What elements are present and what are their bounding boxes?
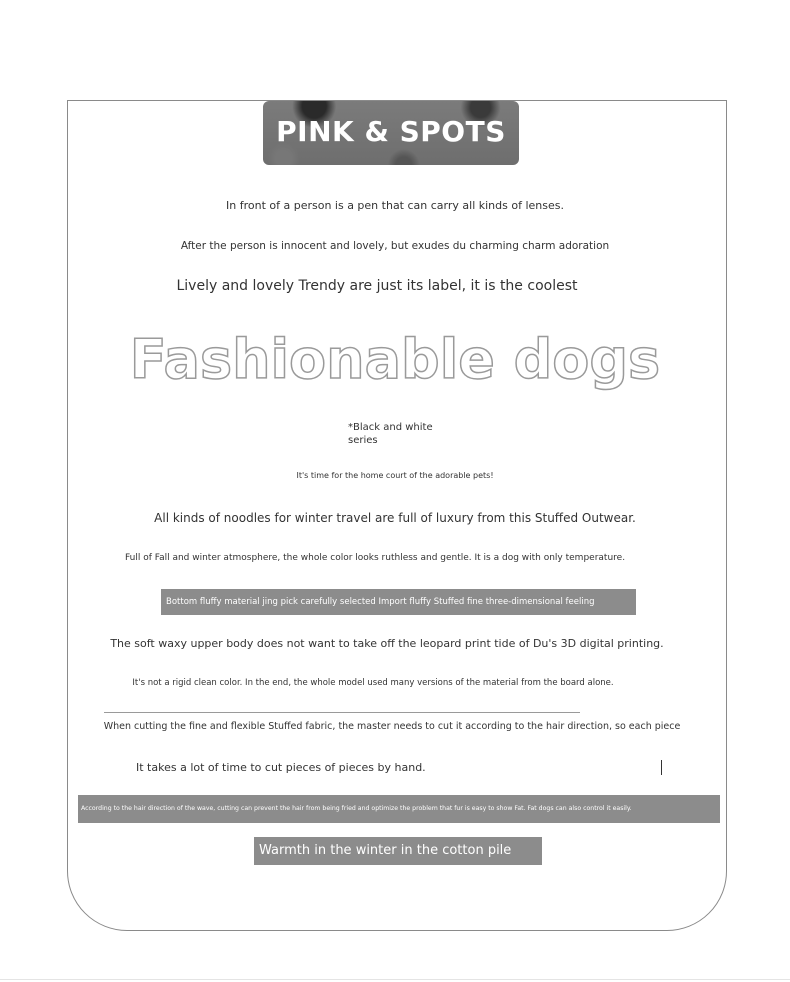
text-line-1: All kinds of noodles for winter travel are full of luxury from this Stuffed Outwear. [154, 511, 636, 525]
text-line-5: It's not a rigid clean color. In the end, the whole model used many versions of the material from the board alone. [132, 678, 614, 688]
page-bottom-line [0, 979, 790, 980]
banner-title: PINK & SPOTS [276, 115, 506, 148]
series-note: *Black and white series [348, 422, 433, 446]
highlight-bar-1-text: Bottom fluffy material jing pick carefully selected Import fluffy Stuffed fine three-dimensional feeling [166, 597, 595, 607]
highlight-bar-1 [161, 589, 636, 615]
intro-line-3: Lively and lovely Trendy are just its label, it is the coolest [176, 278, 578, 294]
text-cursor [661, 760, 662, 775]
text-line-7: It takes a lot of time to cut pieces of pieces by hand. [136, 761, 426, 774]
headline: Fashionable dogs [129, 328, 661, 391]
intro-line-1: In front of a person is a pen that can carry all kinds of lenses. [226, 199, 564, 212]
text-line-6: When cutting the fine and flexible Stuffed fabric, the master needs to cut it according to the hair direction, so each piece [103, 721, 681, 732]
highlight-bar-3 [254, 837, 542, 865]
divider-rule [104, 712, 580, 713]
highlight-bar-3-text: Warmth in the winter in the cotton pile [259, 843, 512, 858]
tagline: It's time for the home court of the adorable pets! [296, 471, 494, 480]
banner [263, 101, 519, 165]
text-line-2: Full of Fall and winter atmosphere, the whole color looks ruthless and gentle. It is a dog with only temperature. [124, 553, 626, 563]
highlight-bar-2 [78, 795, 720, 823]
highlight-bar-2-text: According to the hair direction of the wave, cutting can prevent the hair from being fried and optimize the problem that fur is easy to show Fat. Fat dogs can also control it easily. [81, 805, 632, 812]
text-line-4: The soft waxy upper body does not want to take off the leopard print tide of Du's 3D digital printing. [110, 637, 664, 650]
intro-line-2: After the person is innocent and lovely, but exudes du charming charm adoration [180, 240, 610, 252]
